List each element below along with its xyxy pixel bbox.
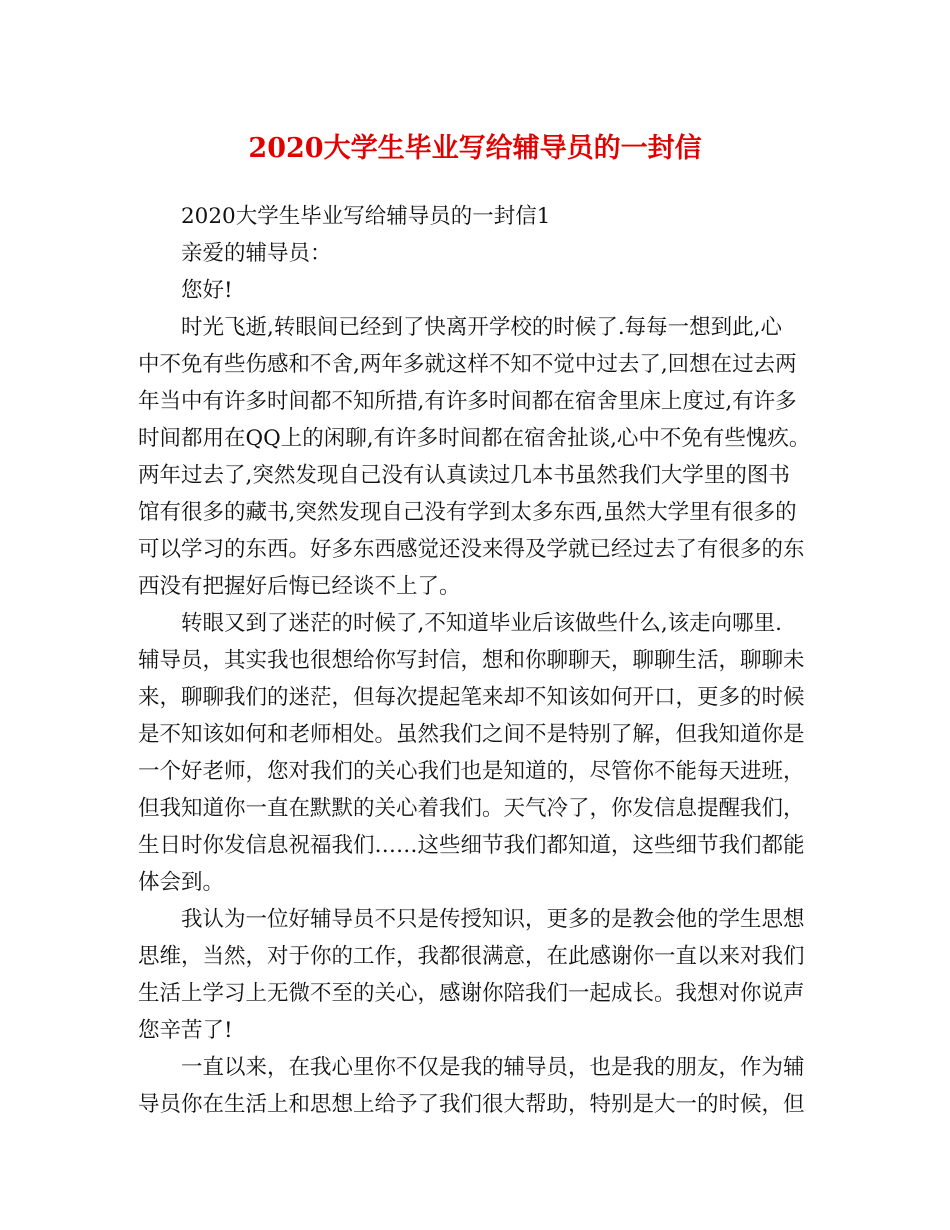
text-line: 两年过去了,突然发现自己没有认真读过几本书虽然我们大学里的图书: [138, 463, 790, 488]
document-body: [138, 198, 828, 1123]
text-line: 年当中有许多时间都不知所措,有许多时间都在宿舍里床上度过,有许多: [138, 389, 797, 414]
text-line: 生日时你发信息祝福我们……这些细节我们都知道，这些细节我们都能: [138, 833, 805, 858]
text-line: 可以学习的东西。好多东西感觉还没来得及学就已经过去了有很多的东: [138, 537, 805, 562]
text-line: 2020大学生毕业写给辅导员的一封信1: [181, 204, 551, 229]
text-line: 来，聊聊我们的迷茫，但每次提起笔来却不知该如何开口，更多的时候: [138, 685, 805, 710]
text-line: 馆有很多的藏书,突然发现自己没有学到太多东西,虽然大学里有很多的: [138, 500, 797, 525]
text-line: 但我知道你一直在默默的关心着我们。天气冷了，你发信息提醒我们，: [138, 796, 805, 821]
document-title: 2020大学生毕业写给辅导员的一封信: [248, 133, 702, 164]
text-line: 您好!: [181, 278, 233, 303]
text-line: 是不知该如何和老师相处。虽然我们之间不是特别了解，但我知道你是: [138, 722, 805, 747]
text-line: 我认为一位好辅导员不只是传授知识，更多的是教会他的学生思想: [181, 907, 805, 932]
text-line: 一个好老师，您对我们的关心我们也是知道的，尽管你不能每天进班，: [138, 759, 805, 784]
text-line: 亲爱的辅导员：: [181, 241, 332, 266]
text-line: 一直以来，在我心里你不仅是我的辅导员，也是我的朋友，作为辅: [181, 1055, 805, 1080]
text-line: 中不免有些伤感和不舍,两年多就这样不知不觉中过去了,回想在过去两: [138, 352, 797, 377]
text-line: 时光飞逝,转眼间已经到了快离开学校的时候了.每每一想到此,心: [181, 315, 783, 340]
text-line: 转眼又到了迷茫的时候了,不知道毕业后该做些什么,该走向哪里.: [181, 611, 783, 636]
text-line: 导员你在生活上和思想上给予了我们很大帮助，特别是大一的时候，但: [138, 1092, 805, 1117]
text-line: 时间都用在QQ上的闲聊,有许多时间都在宿舍扯谈,心中不免有些愧疚。: [138, 426, 811, 451]
text-line: 思维，当然，对于你的工作，我都很满意，在此感谢你一直以来对我们: [138, 944, 805, 969]
text-line: 西没有把握好后悔已经谈不上了。: [138, 574, 461, 599]
text-line: 体会到。: [138, 870, 225, 895]
text-line: 生活上学习上无微不至的关心，感谢你陪我们一起成长。我想对你说声: [138, 981, 805, 1006]
text-line: 您辛苦了!: [138, 1018, 233, 1043]
text-line: 辅导员，其实我也很想给你写封信，想和你聊聊天，聊聊生活，聊聊未: [138, 648, 805, 673]
